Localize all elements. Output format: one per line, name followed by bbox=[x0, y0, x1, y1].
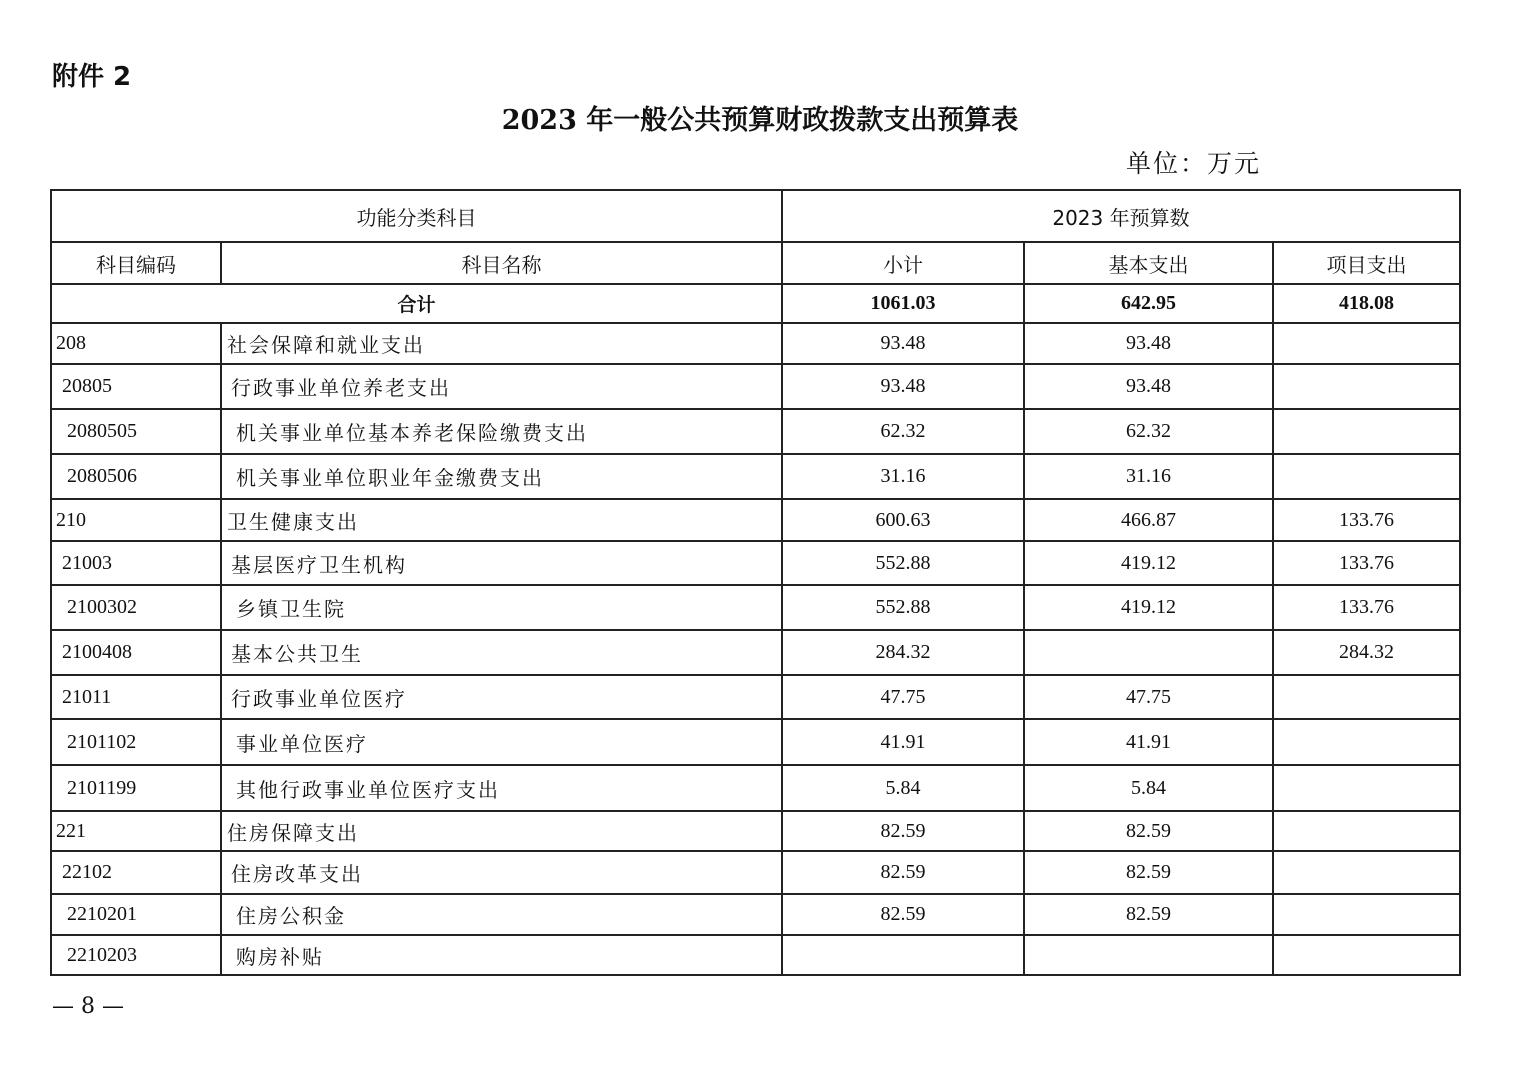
row-name: 基本公共卫生 bbox=[221, 630, 782, 675]
row-project bbox=[1273, 935, 1460, 975]
row-code: 2101102 bbox=[51, 719, 221, 765]
unit-label: 单位：万元 bbox=[1126, 149, 1262, 178]
header-group-row bbox=[51, 190, 1460, 242]
row-subtotal: 284.32 bbox=[782, 630, 1024, 675]
table-row bbox=[51, 585, 1460, 630]
row-project: 133.76 bbox=[1273, 541, 1460, 585]
total-project: 418.08 bbox=[1273, 284, 1460, 323]
row-basic: 419.12 bbox=[1024, 585, 1273, 630]
row-name: 行政事业单位养老支出 bbox=[221, 364, 782, 409]
row-project bbox=[1273, 675, 1460, 719]
row-name: 行政事业单位医疗 bbox=[221, 675, 782, 719]
row-code: 2210201 bbox=[51, 894, 221, 935]
table-row bbox=[51, 364, 1460, 409]
row-subtotal bbox=[782, 935, 1024, 975]
header-name: 科目名称 bbox=[221, 242, 782, 284]
row-basic: 31.16 bbox=[1024, 454, 1273, 499]
row-name: 事业单位医疗 bbox=[221, 719, 782, 765]
header-code: 科目编码 bbox=[51, 242, 221, 284]
row-subtotal: 82.59 bbox=[782, 811, 1024, 851]
row-code: 21003 bbox=[51, 541, 221, 585]
table-row bbox=[51, 811, 1460, 851]
row-name: 购房补贴 bbox=[221, 935, 782, 975]
row-subtotal: 31.16 bbox=[782, 454, 1024, 499]
row-code: 2100302 bbox=[51, 585, 221, 630]
row-subtotal: 82.59 bbox=[782, 894, 1024, 935]
row-basic: 82.59 bbox=[1024, 851, 1273, 894]
total-basic: 642.95 bbox=[1024, 284, 1273, 323]
row-subtotal: 62.32 bbox=[782, 409, 1024, 454]
row-project: 284.32 bbox=[1273, 630, 1460, 675]
row-subtotal: 5.84 bbox=[782, 765, 1024, 811]
row-project bbox=[1273, 765, 1460, 811]
row-code: 20805 bbox=[51, 364, 221, 409]
row-subtotal: 93.48 bbox=[782, 364, 1024, 409]
header-subtotal: 小计 bbox=[782, 242, 1024, 284]
row-subtotal: 47.75 bbox=[782, 675, 1024, 719]
row-name: 机关事业单位职业年金缴费支出 bbox=[221, 454, 782, 499]
row-name: 机关事业单位基本养老保险缴费支出 bbox=[221, 409, 782, 454]
row-basic: 62.32 bbox=[1024, 409, 1273, 454]
row-subtotal: 93.48 bbox=[782, 323, 1024, 364]
total-subtotal: 1061.03 bbox=[782, 284, 1024, 323]
page-title: 2023 年一般公共预算财政拨款支出预算表 bbox=[501, 105, 1019, 136]
row-name: 社会保障和就业支出 bbox=[221, 323, 782, 364]
row-project bbox=[1273, 409, 1460, 454]
row-basic bbox=[1024, 630, 1273, 675]
row-code: 22102 bbox=[51, 851, 221, 894]
table-row bbox=[51, 323, 1460, 364]
row-name: 其他行政事业单位医疗支出 bbox=[221, 765, 782, 811]
row-name: 卫生健康支出 bbox=[221, 499, 782, 541]
row-project bbox=[1273, 894, 1460, 935]
budget-table bbox=[50, 189, 1461, 976]
row-project bbox=[1273, 454, 1460, 499]
row-basic: 82.59 bbox=[1024, 894, 1273, 935]
row-name: 住房保障支出 bbox=[221, 811, 782, 851]
row-basic: 466.87 bbox=[1024, 499, 1273, 541]
row-basic bbox=[1024, 935, 1273, 975]
row-name: 基层医疗卫生机构 bbox=[221, 541, 782, 585]
row-name: 乡镇卫生院 bbox=[221, 585, 782, 630]
row-code: 2080506 bbox=[51, 454, 221, 499]
table-row bbox=[51, 765, 1460, 811]
table-row bbox=[51, 719, 1460, 765]
row-basic: 47.75 bbox=[1024, 675, 1273, 719]
row-code: 210 bbox=[51, 499, 221, 541]
table-row bbox=[51, 541, 1460, 585]
row-subtotal: 41.91 bbox=[782, 719, 1024, 765]
table-row bbox=[51, 499, 1460, 541]
row-name: 住房改革支出 bbox=[221, 851, 782, 894]
row-basic: 93.48 bbox=[1024, 364, 1273, 409]
row-code: 2210203 bbox=[51, 935, 221, 975]
row-code: 208 bbox=[51, 323, 221, 364]
table-row bbox=[51, 675, 1460, 719]
row-code: 21011 bbox=[51, 675, 221, 719]
attachment-label: 附件 2 bbox=[52, 62, 132, 92]
table-row bbox=[51, 454, 1460, 499]
row-code: 2100408 bbox=[51, 630, 221, 675]
header-project: 项目支出 bbox=[1273, 242, 1460, 284]
row-basic: 419.12 bbox=[1024, 541, 1273, 585]
table-row bbox=[51, 935, 1460, 975]
table-row bbox=[51, 630, 1460, 675]
header-budget-2023: 2023 年预算数 bbox=[782, 190, 1460, 242]
total-row bbox=[51, 284, 1460, 323]
row-basic: 82.59 bbox=[1024, 811, 1273, 851]
header-functional-classification: 功能分类科目 bbox=[51, 190, 782, 242]
table-row bbox=[51, 851, 1460, 894]
row-project: 133.76 bbox=[1273, 499, 1460, 541]
row-project: 133.76 bbox=[1273, 585, 1460, 630]
row-project bbox=[1273, 851, 1460, 894]
total-label: 合计 bbox=[51, 284, 782, 323]
row-project bbox=[1273, 719, 1460, 765]
row-code: 221 bbox=[51, 811, 221, 851]
table-row bbox=[51, 409, 1460, 454]
row-subtotal: 600.63 bbox=[782, 499, 1024, 541]
page-number: — 8 — bbox=[52, 994, 124, 1019]
row-project bbox=[1273, 811, 1460, 851]
row-project bbox=[1273, 364, 1460, 409]
row-basic: 5.84 bbox=[1024, 765, 1273, 811]
row-subtotal: 82.59 bbox=[782, 851, 1024, 894]
row-subtotal: 552.88 bbox=[782, 585, 1024, 630]
header-column-row bbox=[51, 242, 1460, 284]
row-name: 住房公积金 bbox=[221, 894, 782, 935]
row-code: 2101199 bbox=[51, 765, 221, 811]
row-code: 2080505 bbox=[51, 409, 221, 454]
row-project bbox=[1273, 323, 1460, 364]
row-basic: 41.91 bbox=[1024, 719, 1273, 765]
row-basic: 93.48 bbox=[1024, 323, 1273, 364]
header-basic: 基本支出 bbox=[1024, 242, 1273, 284]
table-row bbox=[51, 894, 1460, 935]
row-subtotal: 552.88 bbox=[782, 541, 1024, 585]
